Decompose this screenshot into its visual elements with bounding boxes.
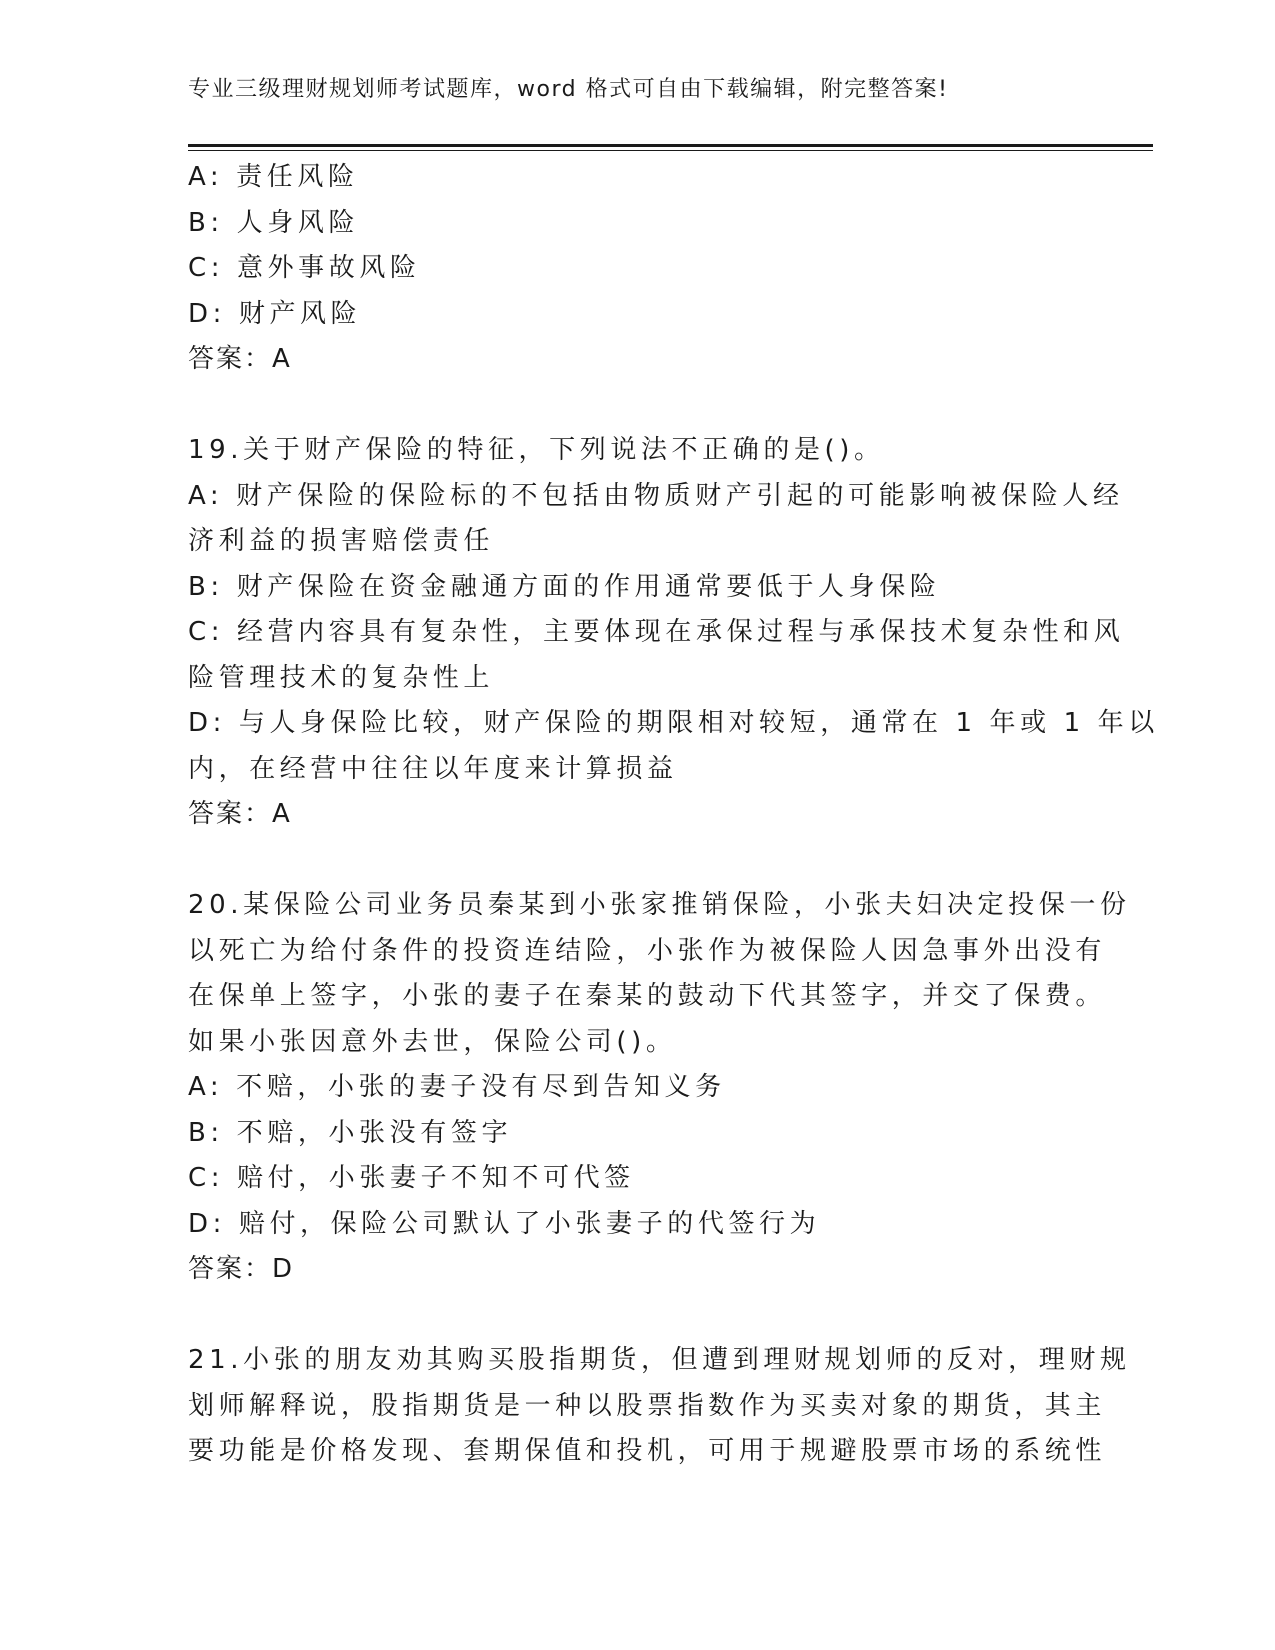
question-content: [188, 155, 1159, 1475]
option-a: A: 责任风险: [188, 162, 359, 192]
question-stem: 20.某保险公司业务员秦某到小张家推销保险，小张夫妇决定投保一份: [188, 890, 1131, 920]
option-a: A: 财产保险的保险标的不包括由物质财产引起的可能影响被保险人经: [188, 480, 1124, 511]
answer: 答案：D: [188, 1254, 295, 1284]
question-21: [188, 1338, 1131, 1475]
option-c: C: 赔付，小张妻子不知不可代签: [188, 1163, 635, 1193]
question-stem: 划师解释说，股指期货是一种以股票指数作为买卖对象的期货，其主: [188, 1390, 1107, 1421]
option-d: D: 与人身保险比较，财产保险的期限相对较短，通常在 1 年或 1 年以: [188, 708, 1159, 738]
question-18: [188, 155, 1068, 383]
question-20: [188, 883, 1131, 1293]
question-19: [188, 428, 1159, 838]
page-header: 专业三级理财规划师考试题库，word 格式可自由下载编辑，附完整答案!: [188, 77, 949, 102]
option-b: B: 人身风险: [188, 207, 360, 238]
question-stem: 19.关于财产保险的特征，下列说法不正确的是()。: [188, 435, 885, 465]
question-stem: 在保单上签字，小张的妻子在秦某的鼓动下代其签字，并交了保费。: [188, 981, 1107, 1011]
spacer: [188, 383, 1068, 429]
question-stem: 21.小张的朋友劝其购买股指期货，但遭到理财规划师的反对，理财规: [188, 1345, 1131, 1375]
option-d: D: 财产风险: [188, 298, 362, 329]
option-d: D: 赔付，保险公司默认了小张妻子的代签行为: [188, 1208, 821, 1239]
option-c: C: 意外事故风险: [188, 253, 421, 283]
option-d-continued: 内，在经营中往往以年度来计算损益: [188, 753, 678, 784]
header-divider: [188, 144, 1153, 151]
option-c: C: 经营内容具有复杂性，主要体现在承保过程与承保技术复杂性和风: [188, 617, 1125, 647]
option-c-continued: 险管理技术的复杂性上: [188, 662, 495, 693]
question-stem: 要功能是价格发现、套期保值和投机，可用于规避股票市场的系统性: [188, 1436, 1107, 1466]
question-stem: 如果小张因意外去世，保险公司()。: [188, 1026, 677, 1057]
option-b: B: 不赔，小张没有签字: [188, 1117, 513, 1148]
option-a-continued: 济利益的损害赔偿责任: [188, 526, 495, 556]
option-a: A: 不赔，小张的妻子没有尽到告知义务: [188, 1072, 726, 1102]
answer: 答案：A: [188, 799, 292, 829]
spacer: [188, 1293, 1068, 1339]
answer: 答案：A: [188, 344, 292, 374]
option-b: B: 财产保险在资金融通方面的作用通常要低于人身保险: [188, 571, 941, 602]
question-stem: 以死亡为给付条件的投资连结险，小张作为被保险人因急事外出没有: [188, 935, 1107, 966]
spacer: [188, 838, 1068, 884]
